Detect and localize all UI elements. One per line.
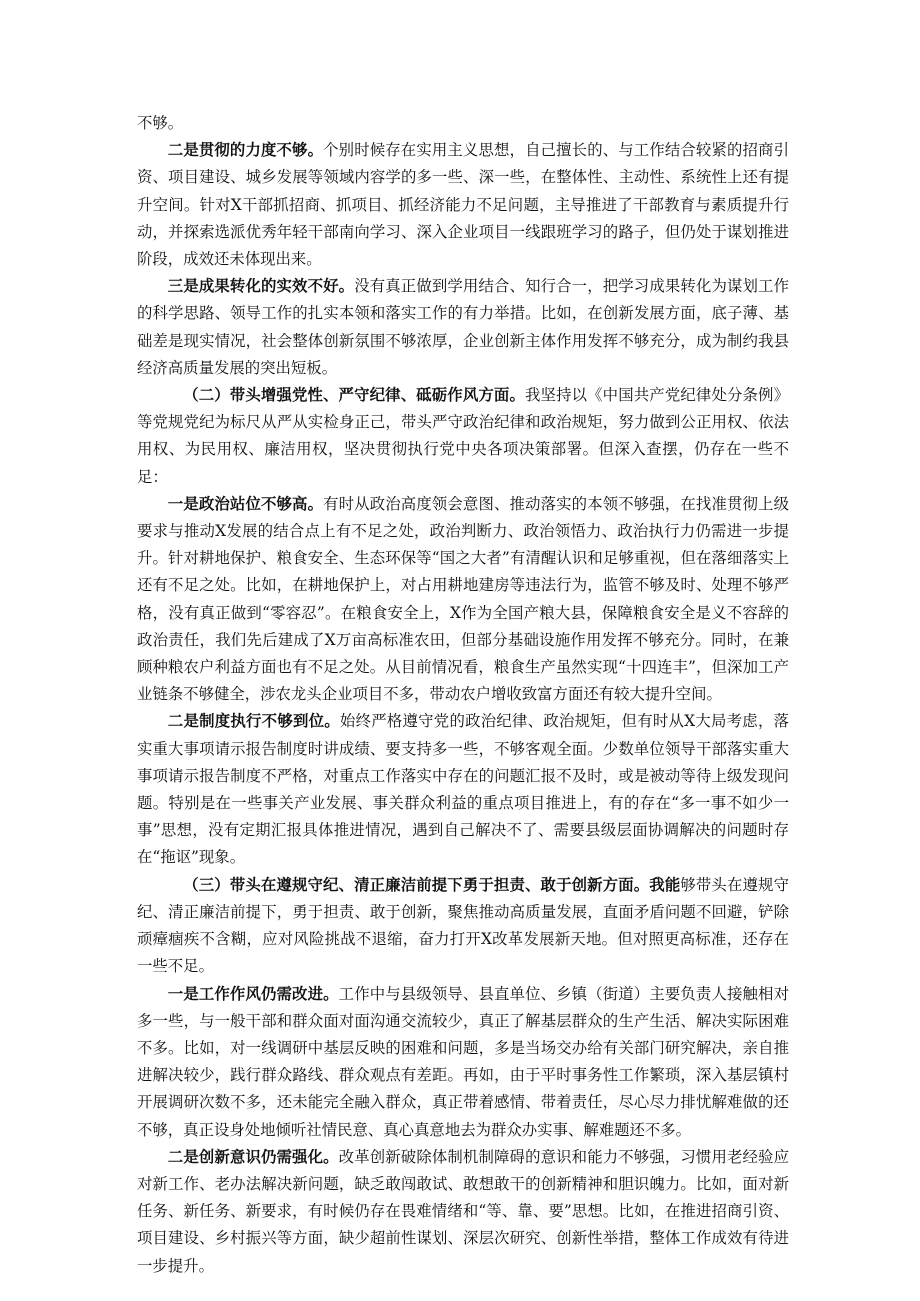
paragraph-text: 个别时候存在实用主义思想，自己擅长的、与工作结合较紧的招商引资、项目建设、城乡发展等领域内容学的多一些、深一些，在整体性、主动性、系统性上还有提升空间。针对X干部抓招商、抓项目、抓经济能力不足问题，主导推进了干部教育与素质提升行动，并探索选派优秀年轻干部南向学习、深入企业项目一线跟班学习的路子，但仍处于谋划推进阶段，成效还未体现出来。	[137, 141, 789, 269]
paragraph-lead: 二是创新意识仍需强化。	[167, 1147, 339, 1166]
document-body	[137, 110, 789, 1280]
section-heading: （二）带头增强党性、严守纪律、砥砺作风方面。	[183, 386, 525, 405]
paragraph-innovation	[137, 1144, 789, 1280]
paragraph-lead: 一是政治站位不够高。	[167, 494, 324, 513]
paragraph-text: 改革创新破除体制机制障碍的意识和能力不够强，习惯用老经验应对新工作、老办法解决新问题，缺乏敢闯敢试、敢想敢干的创新精神和胆识魄力。比如，面对新任务、新任务、新要求，有时候仍存在畏难情绪和“等、靠、要”思想。比如，在推进招商引资、项目建设、乡村振兴等方面，缺少超前性谋划、深层次研究、创新性举措，整体工作成效有待进一步提升。	[137, 1147, 789, 1275]
section-heading-paragraph-2	[137, 382, 789, 491]
paragraph-continuation	[137, 110, 789, 137]
paragraph-system-execution	[137, 708, 789, 871]
paragraph-lead: 二是制度执行不够到位。	[167, 712, 340, 731]
paragraph-text: 我坚持以《中国共产党纪律处分条例》等党规党纪为标尺从严从实检身正己，带头严守政治纪律和政治规矩，努力做到公正用权、依法用权、为民用权、廉洁用权，坚决贯彻执行党中央各项决策部署。但深入查摆，仍存在一些不足：	[137, 386, 789, 486]
paragraph-results	[137, 273, 789, 382]
paragraph-enforcement	[137, 137, 789, 273]
section-heading: （三）带头在遵规守纪、清正廉洁前提下勇于担责、敢于创新方面。我能	[183, 875, 681, 894]
paragraph-text: 不够。	[137, 114, 184, 132]
paragraph-political-stance	[137, 491, 789, 709]
paragraph-text: 有时从政治高度领会意图、推动落实的本领不够强，在找准贯彻上级要求与推动X发展的结合点上有不足之处，政治判断力、政治领悟力、政治执行力仍需进一步提升。针对耕地保护、粮食安全、生态环保等“国之大者”有清醒认识和足够重视，但在落细落实上还有不足之处。比如，在耕地保护上，对占用耕地建房等违法行为，监管不够及时、处理不够严格，没有真正做到“零容忍”。在粮食安全上，X作为全国产粮大县，保障粮食安全是义不容辞的政治责任，我们先后建成了X万亩高标准农田，但部分基础设施作用发挥不够充分。同时，在兼顾种粮农户利益方面也有不足之处。从目前情况看，粮食生产虽然实现“十四连丰”，但深加工产业链条不够健全，涉农龙头企业项目不多，带动农户增收致富方面还有较大提升空间。	[137, 494, 789, 704]
paragraph-lead: 三是成果转化的实效不好。	[167, 277, 355, 296]
paragraph-text: 工作中与县级领导、县直单位、乡镇（街道）主要负责人接触相对多一些，与一般干部和群众面对面沟通交流较少，真正了解基层群众的生产生活、解决实际困难不多。比如，对一线调研中基层反映的困难和问题，多是当场交办给有关部门研究解决，亲自推进解决较少，践行群众路线、群众观点有差距。再如，由于平时事务性工作繁琐，深入基层镇村开展调研次数不多，还未能完全融入群众，真正带着感情、带着责任，尽心尽力排忧解难做的还不够，真正设身处地倾听社情民意、真心真意地去为群众办实事、解难题还不多。	[137, 984, 789, 1139]
paragraph-text: 始终严格遵守党的政治纪律、政治规矩，但有时从X大局考虑，落实重大事项请示报告制度时讲成绩、要支持多一些，不够客观全面。少数单位领导干部落实重大事项请示报告制度不严格，对重点工作落实中存在的问题汇报不及时，或是被动等待上级发现问题。特别是在一些事关产业发展、事关群众利益的重点项目推进上，有的存在“多一事不如少一事”思想，没有定期汇报具体推进情况，遇到自己解决不了、需要县级层面协调解决的问题时存在“拖讴”现象。	[137, 712, 789, 867]
section-heading-paragraph-3	[137, 872, 789, 981]
paragraph-text: 够带头在遵规守纪、清正廉洁前提下，勇于担责、敢于创新，聚焦推动高质量发展，直面矛盾问题不回避，铲除顽瘴痼疾不含糊，应对风险挑战不退缩，奋力打开X改革发展新天地。但对照更高标准，还存在一些不足。	[137, 875, 789, 976]
paragraph-lead: 一是工作作风仍需改进。	[167, 984, 339, 1003]
paragraph-work-style	[137, 981, 789, 1144]
paragraph-lead: 二是贯彻的力度不够。	[167, 141, 324, 160]
paragraph-text: 没有真正做到学用结合、知行合一，把学习成果转化为谋划工作的科学思路、领导工作的扎实本领和落实工作的有力举措。比如，在创新发展方面，底子薄、基础差是现实情况，社会整体创新氛围不够浓厚，企业创新主体作用发挥不够充分，成为制约我县经济高质量发展的突出短板。	[137, 277, 789, 377]
